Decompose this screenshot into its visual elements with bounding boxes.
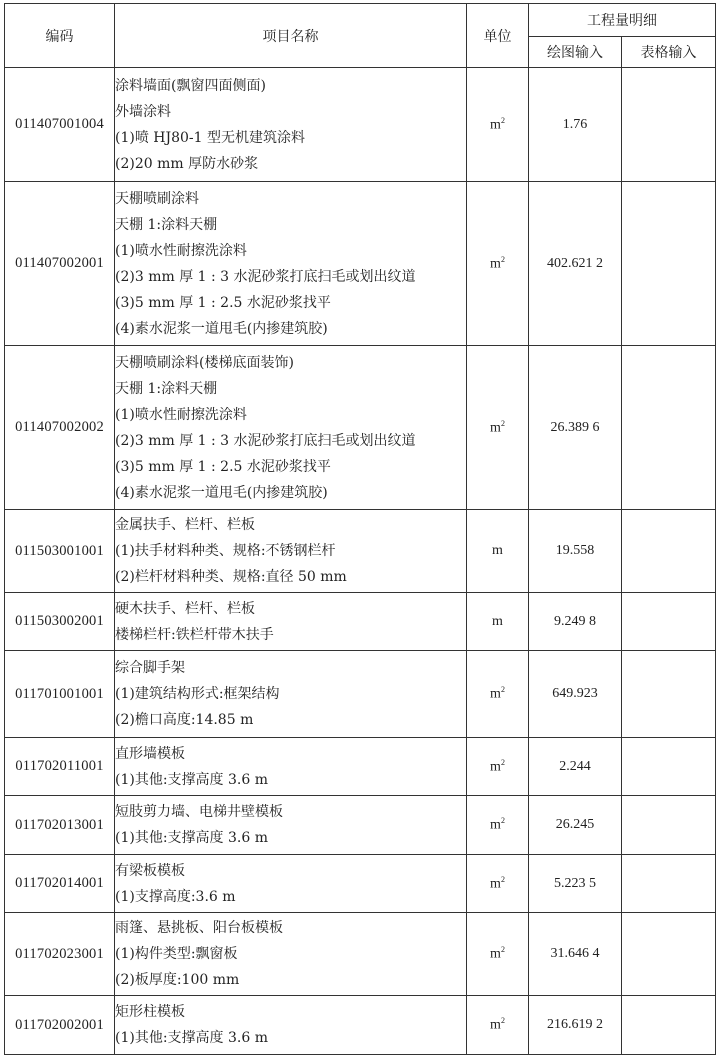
- description-line: 天棚 1:涂料天棚: [115, 380, 218, 397]
- description-line: 外墙涂料: [115, 103, 171, 120]
- item-unit: [467, 996, 529, 1055]
- unit-base: m: [490, 420, 501, 436]
- item-unit: [467, 651, 529, 738]
- drawing-input-value: 2.244: [529, 738, 622, 796]
- item-description: [115, 913, 467, 996]
- description-line: (3)5 mm 厚 1 : 2.5 水泥砂浆找平: [115, 294, 331, 311]
- table-input-value: [622, 796, 716, 855]
- item-unit: [467, 593, 529, 651]
- unit-base: m: [492, 613, 503, 629]
- unit-base: m: [490, 817, 501, 833]
- drawing-input-value: 31.646 4: [529, 913, 622, 996]
- item-description: [115, 346, 467, 510]
- description-line: (2)20 mm 厚防水砂浆: [115, 155, 259, 172]
- item-description: [115, 182, 467, 346]
- unit-base: m: [490, 686, 501, 702]
- unit-base: m: [490, 759, 501, 775]
- item-description: [115, 855, 467, 913]
- drawing-input-value: 19.558: [529, 510, 622, 593]
- unit-base: m: [490, 876, 501, 892]
- item-code: 011702011001: [5, 738, 115, 796]
- quantity-table: [4, 3, 716, 1055]
- item-description: [115, 996, 467, 1055]
- unit-base: m: [490, 1017, 501, 1033]
- unit-exponent: 2: [500, 254, 505, 264]
- description-line: 矩形柱模板: [115, 1004, 185, 1020]
- item-description: [115, 796, 467, 855]
- description-line: (4)素水泥浆一道甩毛(内掺建筑胶): [115, 484, 328, 501]
- table-row: [5, 996, 716, 1055]
- unit-exponent: 2: [500, 874, 505, 884]
- item-code: 011407002001: [5, 182, 115, 346]
- description-line: 雨篷、悬挑板、阳台板模板: [115, 920, 283, 936]
- item-unit: [467, 68, 529, 182]
- unit-base: m: [492, 543, 503, 558]
- table-row: [5, 796, 716, 855]
- description-line: 金属扶手、栏杆、栏板: [115, 517, 255, 533]
- item-code: 011407001004: [5, 68, 115, 182]
- item-code: 011702013001: [5, 796, 115, 855]
- table-input-value: [622, 346, 716, 510]
- description-line: (1)其他:支撑高度 3.6 m: [115, 771, 268, 788]
- item-description: [115, 510, 467, 593]
- description-line: 直形墙模板: [115, 745, 185, 762]
- description-line: (1)构件类型:飘窗板: [115, 946, 238, 962]
- item-unit: [467, 855, 529, 913]
- header-table-input: 表格输入: [622, 37, 716, 68]
- drawing-input-value: 216.619 2: [529, 996, 622, 1055]
- description-line: 涂料墙面(飘窗四面侧面): [115, 77, 266, 94]
- description-line: (1)其他:支撑高度 3.6 m: [115, 830, 268, 846]
- drawing-input-value: 9.249 8: [529, 593, 622, 651]
- item-code: 011702002001: [5, 996, 115, 1055]
- table-row: [5, 855, 716, 913]
- item-code: 011407002002: [5, 346, 115, 510]
- table-input-value: [622, 593, 716, 651]
- item-description: [115, 68, 467, 182]
- unit-base: m: [490, 256, 501, 272]
- table-row: [5, 68, 716, 182]
- item-unit: [467, 738, 529, 796]
- description-line: (1)建筑结构形式:框架结构: [115, 686, 280, 702]
- unit-exponent: 2: [500, 945, 505, 955]
- description-line: (2)3 mm 厚 1 : 3 水泥砂浆打底扫毛或划出纹道: [115, 432, 416, 449]
- table-input-value: [622, 996, 716, 1055]
- drawing-input-value: 26.389 6: [529, 346, 622, 510]
- table-row: [5, 182, 716, 346]
- unit-exponent: 2: [500, 757, 505, 767]
- table-row: [5, 913, 716, 996]
- item-unit: [467, 346, 529, 510]
- drawing-input-value: 5.223 5: [529, 855, 622, 913]
- unit-exponent: 2: [500, 115, 505, 125]
- description-line: 楼梯栏杆:铁栏杆带木扶手: [115, 626, 274, 643]
- description-line: (4)素水泥浆一道甩毛(内掺建筑胶): [115, 320, 328, 337]
- header-unit: 单位: [467, 4, 529, 68]
- unit-exponent: 2: [500, 1016, 505, 1026]
- item-description: [115, 738, 467, 796]
- table-input-value: [622, 510, 716, 593]
- item-unit: [467, 796, 529, 855]
- table-row: [5, 346, 716, 510]
- table-input-value: [622, 68, 716, 182]
- table-row: [5, 738, 716, 796]
- unit-exponent: 2: [500, 418, 505, 428]
- description-line: (1)其他:支撑高度 3.6 m: [115, 1030, 268, 1046]
- description-line: (1)支撑高度:3.6 m: [115, 888, 236, 905]
- header-quantity-detail: 工程量明细: [529, 4, 716, 37]
- table-input-value: [622, 651, 716, 738]
- table-row: [5, 510, 716, 593]
- table-input-value: [622, 738, 716, 796]
- unit-exponent: 2: [500, 685, 505, 695]
- header-item-name: 项目名称: [115, 4, 467, 68]
- item-code: 011702023001: [5, 913, 115, 996]
- item-code: 011503001001: [5, 510, 115, 593]
- item-unit: [467, 510, 529, 593]
- item-unit: [467, 913, 529, 996]
- description-line: 硬木扶手、栏杆、栏板: [115, 600, 255, 617]
- drawing-input-value: 402.621 2: [529, 182, 622, 346]
- description-line: (2)栏杆材料种类、规格:直径 50 mm: [115, 569, 347, 585]
- description-line: (1)喷水性耐擦洗涂料: [115, 242, 247, 259]
- table-row: [5, 651, 716, 738]
- description-line: (1)喷水性耐擦洗涂料: [115, 406, 247, 423]
- description-line: 天棚 1:涂料天棚: [115, 216, 218, 233]
- item-code: 011701001001: [5, 651, 115, 738]
- table-input-value: [622, 855, 716, 913]
- drawing-input-value: 26.245: [529, 796, 622, 855]
- unit-base: m: [490, 117, 501, 133]
- unit-base: m: [490, 946, 501, 962]
- item-description: [115, 651, 467, 738]
- item-description: [115, 593, 467, 651]
- drawing-input-value: 649.923: [529, 651, 622, 738]
- header-drawing-input: 绘图输入: [529, 37, 622, 68]
- description-line: 天棚喷刷涂料: [115, 190, 199, 207]
- description-line: (2)板厚度:100 mm: [115, 972, 240, 988]
- drawing-input-value: 1.76: [529, 68, 622, 182]
- description-line: (1)喷 HJ80-1 型无机建筑涂料: [115, 129, 306, 146]
- item-unit: [467, 182, 529, 346]
- item-code: 011503002001: [5, 593, 115, 651]
- description-line: 天棚喷刷涂料(楼梯底面装饰): [115, 354, 294, 371]
- table-row: [5, 593, 716, 651]
- description-line: (2)檐口高度:14.85 m: [115, 712, 254, 728]
- description-line: 有梁板模板: [115, 862, 185, 879]
- table-input-value: [622, 913, 716, 996]
- table-input-value: [622, 182, 716, 346]
- description-line: 短肢剪力墙、电梯井壁模板: [115, 804, 283, 820]
- item-code: 011702014001: [5, 855, 115, 913]
- description-line: (3)5 mm 厚 1 : 2.5 水泥砂浆找平: [115, 458, 331, 475]
- unit-exponent: 2: [500, 816, 505, 826]
- description-line: (1)扶手材料种类、规格:不锈钢栏杆: [115, 543, 336, 559]
- description-line: 综合脚手架: [115, 660, 185, 676]
- header-code: 编码: [5, 4, 115, 68]
- description-line: (2)3 mm 厚 1 : 3 水泥砂浆打底扫毛或划出纹道: [115, 268, 416, 285]
